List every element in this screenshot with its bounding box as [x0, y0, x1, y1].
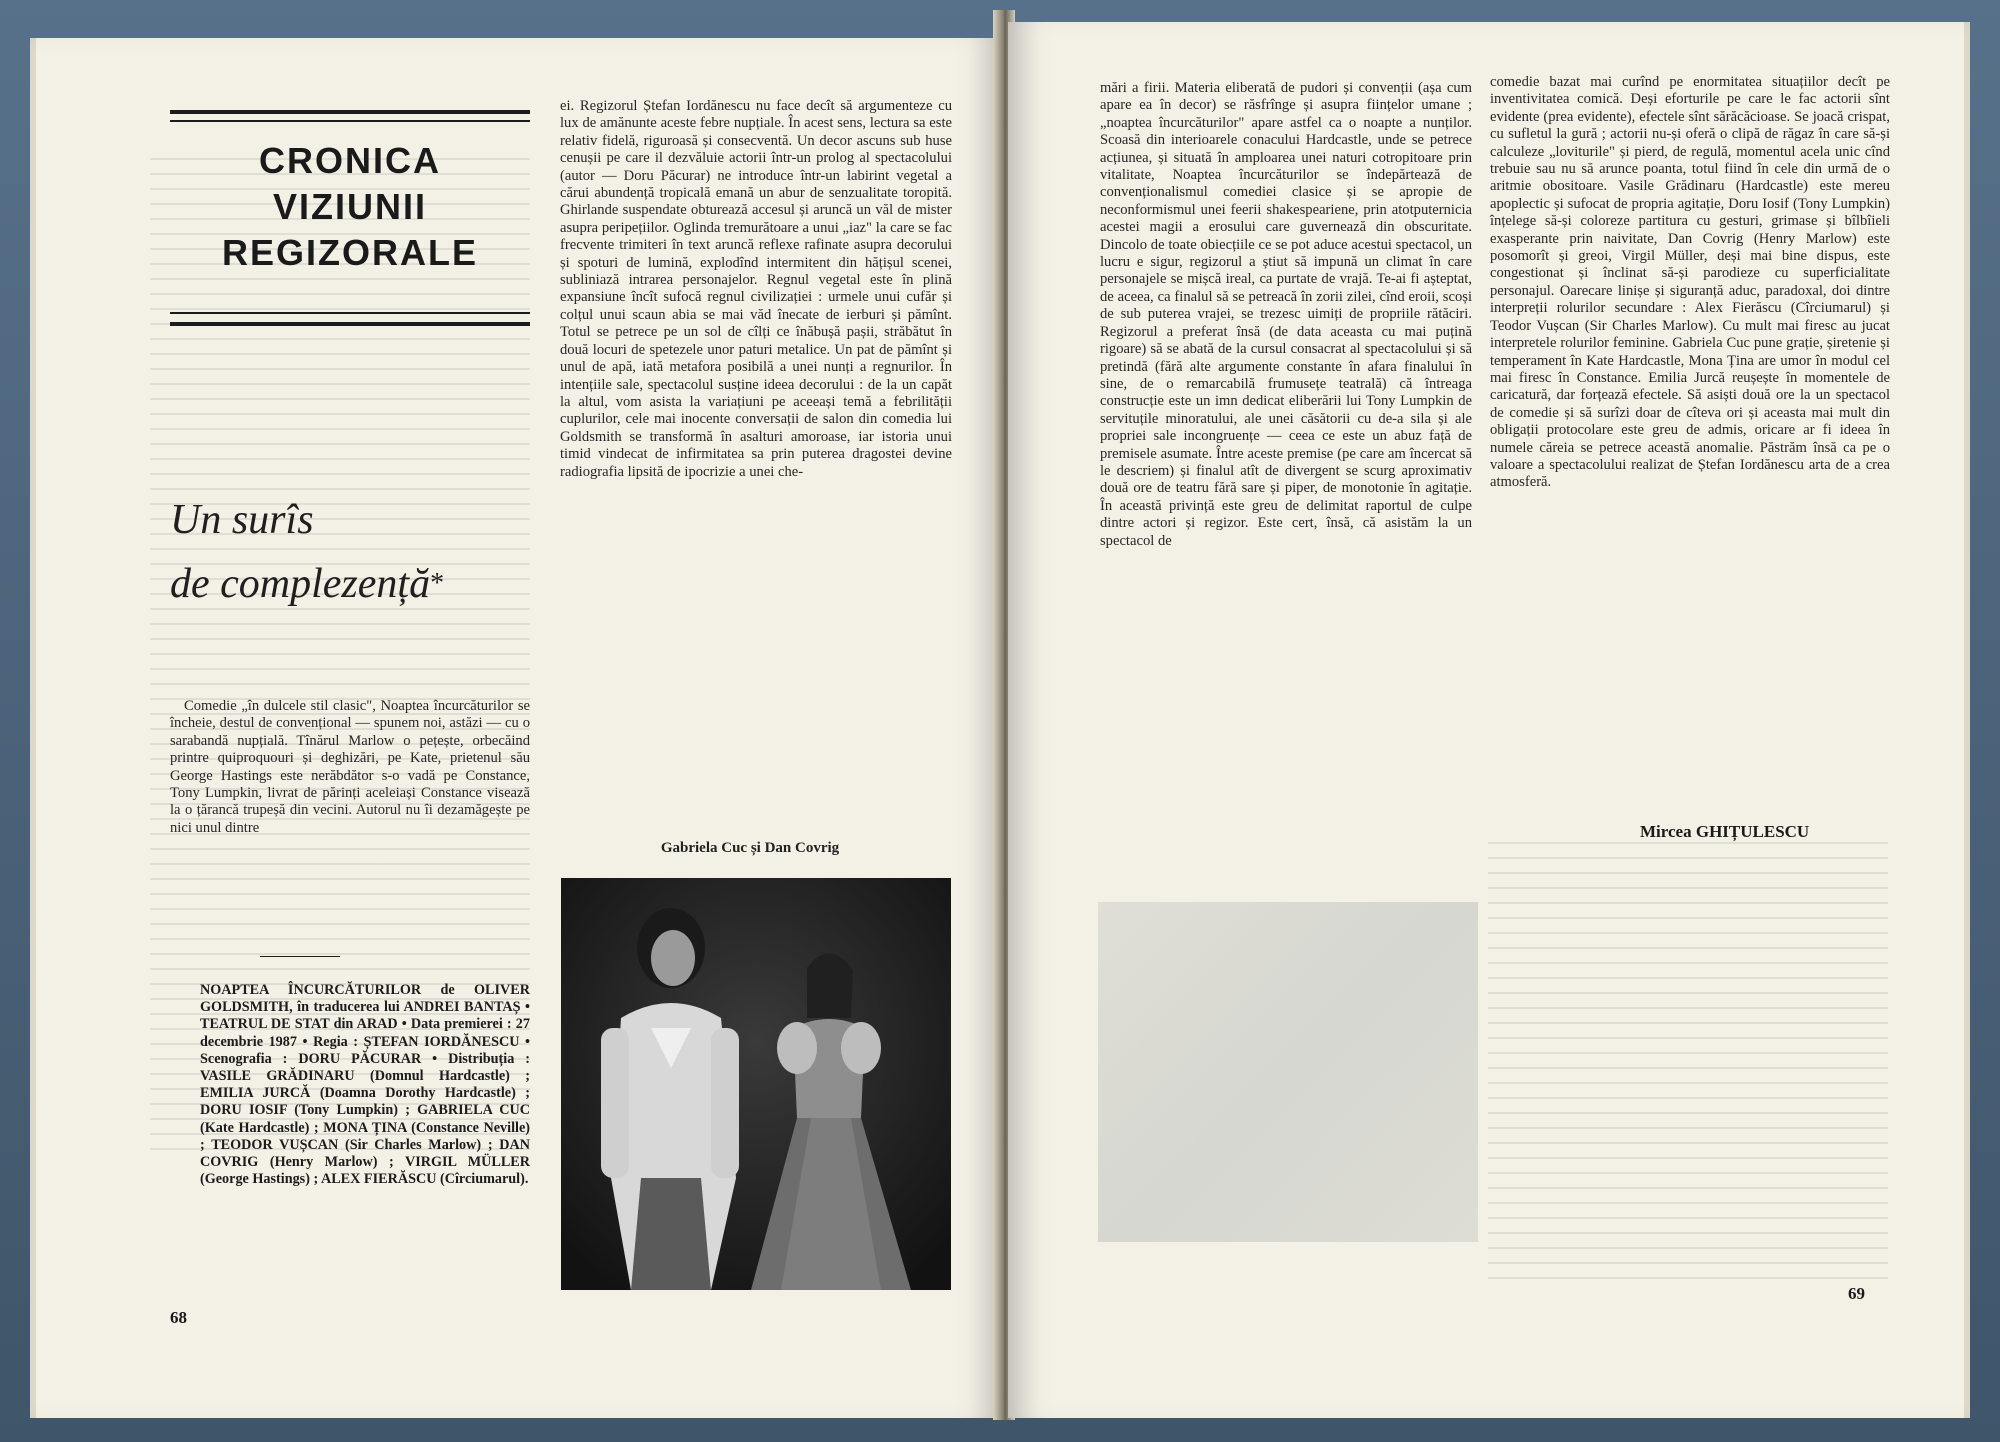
- headline-line: Un surîs: [170, 497, 314, 543]
- article-author: Mircea GHIȚULESCU: [1640, 822, 1810, 841]
- headline-line-text: de complezență: [170, 561, 431, 607]
- credits-rule: [260, 956, 340, 957]
- production-credits: NOAPTEA ÎNCURCĂTURILOR de OLIVER GOLDSMITH, în traducerea lui ANDREI BANTAȘ • TEATRUL DE STAT din ARAD • Data premierei : 27 decembrie 1987 • Regia : ȘTEFAN IORDĂNESCU • Scenografia : DORU PĂCURAR • Distribuția : VASILE GRĂDINARU (Domnul Hardcastle) ; EMILIA JURCĂ (Doamna Dorothy Hardcastle) ; DORU IOSIF (Tony Lumpkin) ; GABRIELA CUC (Kate Hardcastle) ; MONA ȚINA (Constance Neville) ; TEODOR VUȘCAN (Sir Charles Marlow) ; DAN COVRIG (Henry Marlow) ; VIRGIL MÜLLER (George Hastings) ; ALEX FIERĂSCU (Cîrciumarul).: [200, 982, 530, 1188]
- left-page: [30, 38, 1000, 1418]
- section-title-line: CRONICA: [259, 140, 441, 181]
- section-title-line: VIZIUNII: [272, 186, 427, 227]
- article-column-4: [1490, 74, 1890, 492]
- paragraph: Comedie „în dulcele stil clasic", Noaptea încurcăturilor se încheie, destul de convențional — spunem noi, astăzi — cu o sarabandă nupțială. Tînărul Marlow o pețește, orbecăind printre quiproquouri și deghizări, pe Kate, prietenul său George Hastings este nerăbdător s-o vadă pe Constance, Tony Lumpkin, livrat de părinți aceleiași Constance visează la o țărancă trupeșă din vecini. Autorul nu îi dezamăgește pe nici unul dintre: [170, 698, 530, 836]
- title-rule-bottom-thin: [170, 312, 530, 314]
- page-number: 69: [1848, 1284, 1865, 1303]
- bleed-through-text: [1488, 842, 1888, 1282]
- article-column-3: [1100, 80, 1472, 550]
- photo-caption: Gabriela Cuc și Dan Covrig: [660, 840, 840, 856]
- title-rule-bottom: [170, 322, 530, 326]
- footnote-mark: *: [430, 568, 445, 599]
- section-title: [170, 138, 530, 276]
- title-rule-top-thin: [170, 120, 530, 122]
- paragraph: mări a firii. Materia eliberată de pudori și convenții (așa cum apare ea în decor) se răsfrînge și asupra ființelor umane ; „noaptea încurcăturilor" apare astfel ca o noapte a nunților. Scoasă din interioarele conacului Hardcastle, unde se petrece acțiunea, și situată în amploarea unei naturi cotropitoare prin vitalitate, Noaptea încurcăturilor se îndepărtează de convenționalismul comediei clasice și se apropie de neconformismul unei feerii shakespeariene, prin atotputernicia acestei magii a erosului care guvernează din obscuritate. Dincolo de toate obiecțiile ce se pot aduce acestui spectacol, un lucru e sigur, regizorul a știut să impună un climat în care personajele se mișcă ireal, ca purtate de vrajă. Te-ai fi așteptat, de aceea, ca finalul să se petreacă în zorii zilei, cînd eroii, scoși de sub puterea vrajei, se trezesc uimiți de propriile rătăciri. Regizorul a preferat însă (de data aceasta cu mai puțină rigoare) să se abată de la cursul consacrat al spectacolului și să pretindă (fără alte argumente constante în afara finalului în sine, de o remarcabilă frumusețe teatrală) că întreaga construcție este un imn dedicat eliberării lui Tony Lumpkin de servituțile minoratului, ale unei căsătorii cu de-a sila și ale propriei sale incongruențe — ceea ce este un abuz față de premisele asumate. Între aceste premise (pe care am încercat să le descriem) și finalul atît de divergent se scurg aproximativ două ore de teatru fără sare și piper, de monotonie în agitație. În această privință este greu de delimitat raportul de culpe dintre actori și regizor. Este cert, însă, că asistăm la un spectacol de: [1100, 80, 1472, 549]
- title-rule-top: [170, 110, 530, 114]
- article-column-2: [560, 98, 952, 481]
- paragraph: comedie bazat mai curînd pe enormitatea situațiilor decît pe inventivitatea comică. Deși eforturile pe care le fac actorii sînt evidente (prea evidente), efectele sînt sărăcăcioase. Se joacă crispat, cu sufletul la gură ; actorii nu-și oferă o clipă de răgaz în care să-și calculeze „loviturile" și pierd, de regulă, momentul acela unic cînd trebuie sau nu să arunce poanta, totul fiind în cele din urmă de o aritmie obositoare. Vasile Grădinaru (Hardcastle) este mereu apoplectic și sufocat de propria agitație, Doru Iosif (Tony Lumpkin) înțelege să-și coloreze partitura cu gesturi, grimase și bîlbîieli exasperante prin naivitate, Dan Covrig (Henry Marlow) este posomorît și greoi, Virgil Müller, deși mai bine dispus, este congestionat și înclinat să-și parodieze cu superficialitate personajul. Oarecare linișe și siguranță aduc, paradoxal, doi dintre interpreții rolurilor secundare : Alex Fierăscu (Cîrciumarul) și Teodor Vușcan (Sir Charles Marlow). Cu mult mai firesc au jucat interpretele rolurilor feminine. Gabriela Cuc pune grație, șiretenie și temperament în Kate Hardcastle, Mona Țina are umor în modul cel mai firesc în Constance. Emilia Jurcă reușește în momentele de caricatură, dar forțează efectele. Să asiști două ore la un spectacol de comedie și să surîzi doar de cîteva ori și aceasta mai mult din obligații protocolare este greu de admis, oricare ar fi ideea în numele căreia se petrece această anomalie. Păstrăm însă ca pe o valoare a spectacolului realizat de Ștefan Iordănescu arta de a crea atmosferă.: [1490, 74, 1890, 491]
- headline-line: [170, 552, 530, 616]
- paragraph: ei. Regizorul Ștefan Iordănescu nu face decît să argumenteze cu lux de amănunte aceste febre nupțiale. În acest sens, lectura sa este relativ fidelă, riguroasă și consecventă. Un decor ascuns sub huse cenușii pe care il dezvăluie actorii într-un prolog al spectacolului (autor — Doru Păcurar) ne introduce într-un labirint vegetal a cărui abundență tropicală emană un abur de senzualitate toropită. Ghirlande suspendate obturează accesul și aruncă un văl de mister asupra peripețiilor. Oglinda tremurătoare a unui „iaz" la care se fac frecvente trimiteri în text aruncă reflexe rafinate asupra decorului și spoturi de lumină, explodînd intermitent din hățișul scenei, subliniază intrarea personajelor. Regnul vegetal este în plină expansiune încît sufocă regnul civilizației : urmele unui cufăr și colțul unui scaun abia se mai văd înecate de ierburi și pămînt. Totul se petrece pe un sol de cîlți ce înăbușă pașii, străbătut în două locuri de spetezele unor paturi metalice. Un pat de pămînt și unul de apă, iată metafora posibilă a unei nunți a regnurilor. În intențiile sale, spectacolul susține ideea decorului : de la un capăt la altul, vom asista la variațiuni pe aceeași temă a febrilității cuplurilor, cele mai inocente conversații de salon din comedia lui Goldsmith se transformă în asalturi amoroase, iar istoria unui timid vindecat de infirmitatea sa prin puterea dragostei devine radiografia lipsită de ipocrizie a unei che-: [560, 98, 952, 480]
- page-number: 68: [170, 1308, 187, 1327]
- section-title-line: REGIZORALE: [221, 232, 478, 273]
- bleed-through-photo: [1098, 902, 1478, 1242]
- stage-photo: [561, 878, 951, 1290]
- article-intro: [170, 698, 530, 837]
- right-page: [1008, 22, 1970, 1418]
- article-headline: [170, 488, 530, 616]
- stage-photo-drawing: [561, 878, 951, 1290]
